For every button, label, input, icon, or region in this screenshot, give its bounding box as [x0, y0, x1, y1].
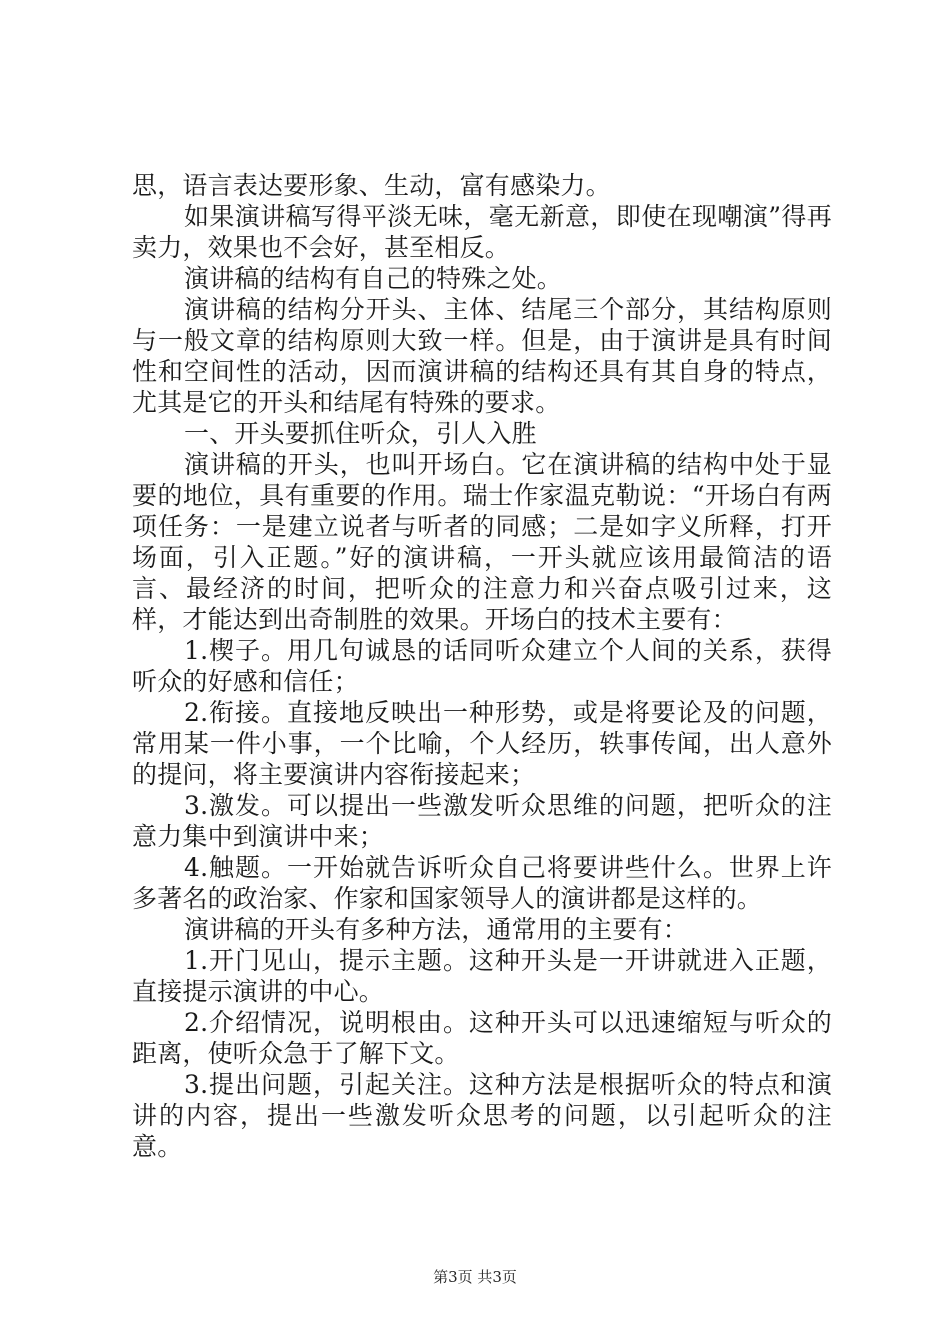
paragraph: 演讲稿的开头，也叫开场白。它在演讲稿的结构中处于显要的地位，具有重要的作用。瑞士作家温克勒说：“开场白有两项任务：一是建立说者与听者的同感；二是如字义所释，打开场面，引入正题。”好的演讲稿，一开头就应该用最简洁的语言、最经济的时间，把听众的注意力和兴奋点吸引过来，这样，才能达到出奇制胜的效果。开场白的技术主要有： — [132, 450, 832, 634]
page-footer — [0, 1267, 950, 1287]
list-item: 2.介绍情况，说明根由。这种开头可以迅速缩短与听众的距离，使听众急于了解下文。 — [132, 1008, 832, 1068]
list-item: 4.触题。一开始就告诉听众自己将要讲些什么。世界上许多著名的政治家、作家和国家领导人的演讲都是这样的。 — [132, 853, 832, 913]
list-item: 2.衔接。直接地反映出一种形势，或是将要论及的问题，常用某一件小事，一个比喻，个人经历，轶事传闻，出人意外的提问，将主要演讲内容衔接起来； — [132, 698, 832, 789]
list-item: 3.提出问题，引起关注。这种方法是根据听众的特点和演讲的内容，提出一些激发听众思考的问题，以引起听众的注意。 — [132, 1070, 832, 1161]
list-item: 1.楔子。用几句诚恳的话同听众建立个人间的关系，获得听众的好感和信任； — [132, 636, 832, 696]
paragraph: 演讲稿的结构有自己的特殊之处。 — [184, 264, 563, 293]
paragraph: 思，语言表达要形象、生动，富有感染力。 — [132, 171, 611, 200]
list-item: 1.开门见山，提示主题。这种开头是一开讲就进入正题，直接提示演讲的中心。 — [132, 946, 832, 1006]
page-number-label: 第3页 共3页 — [433, 1268, 517, 1286]
list-item: 3.激发。可以提出一些激发听众思维的问题，把听众的注意力集中到演讲中来； — [132, 791, 832, 851]
paragraph: 演讲稿的开头有多种方法，通常用的主要有： — [184, 915, 689, 944]
section-heading: 一、开头要抓住听众，引人入胜 — [184, 419, 537, 448]
paragraph: 演讲稿的结构分开头、主体、结尾三个部分，其结构原则与一般文章的结构原则大致一样。但是，由于演讲是具有时间性和空间性的活动，因而演讲稿的结构还具有其自身的特点，尤其是它的开头和结尾有特殊的要求。 — [132, 295, 832, 417]
paragraph: 如果演讲稿写得平淡无味，毫无新意，即使在现嘲演”得再卖力，效果也不会好，甚至相反。 — [132, 202, 832, 262]
document-body — [132, 170, 832, 1162]
